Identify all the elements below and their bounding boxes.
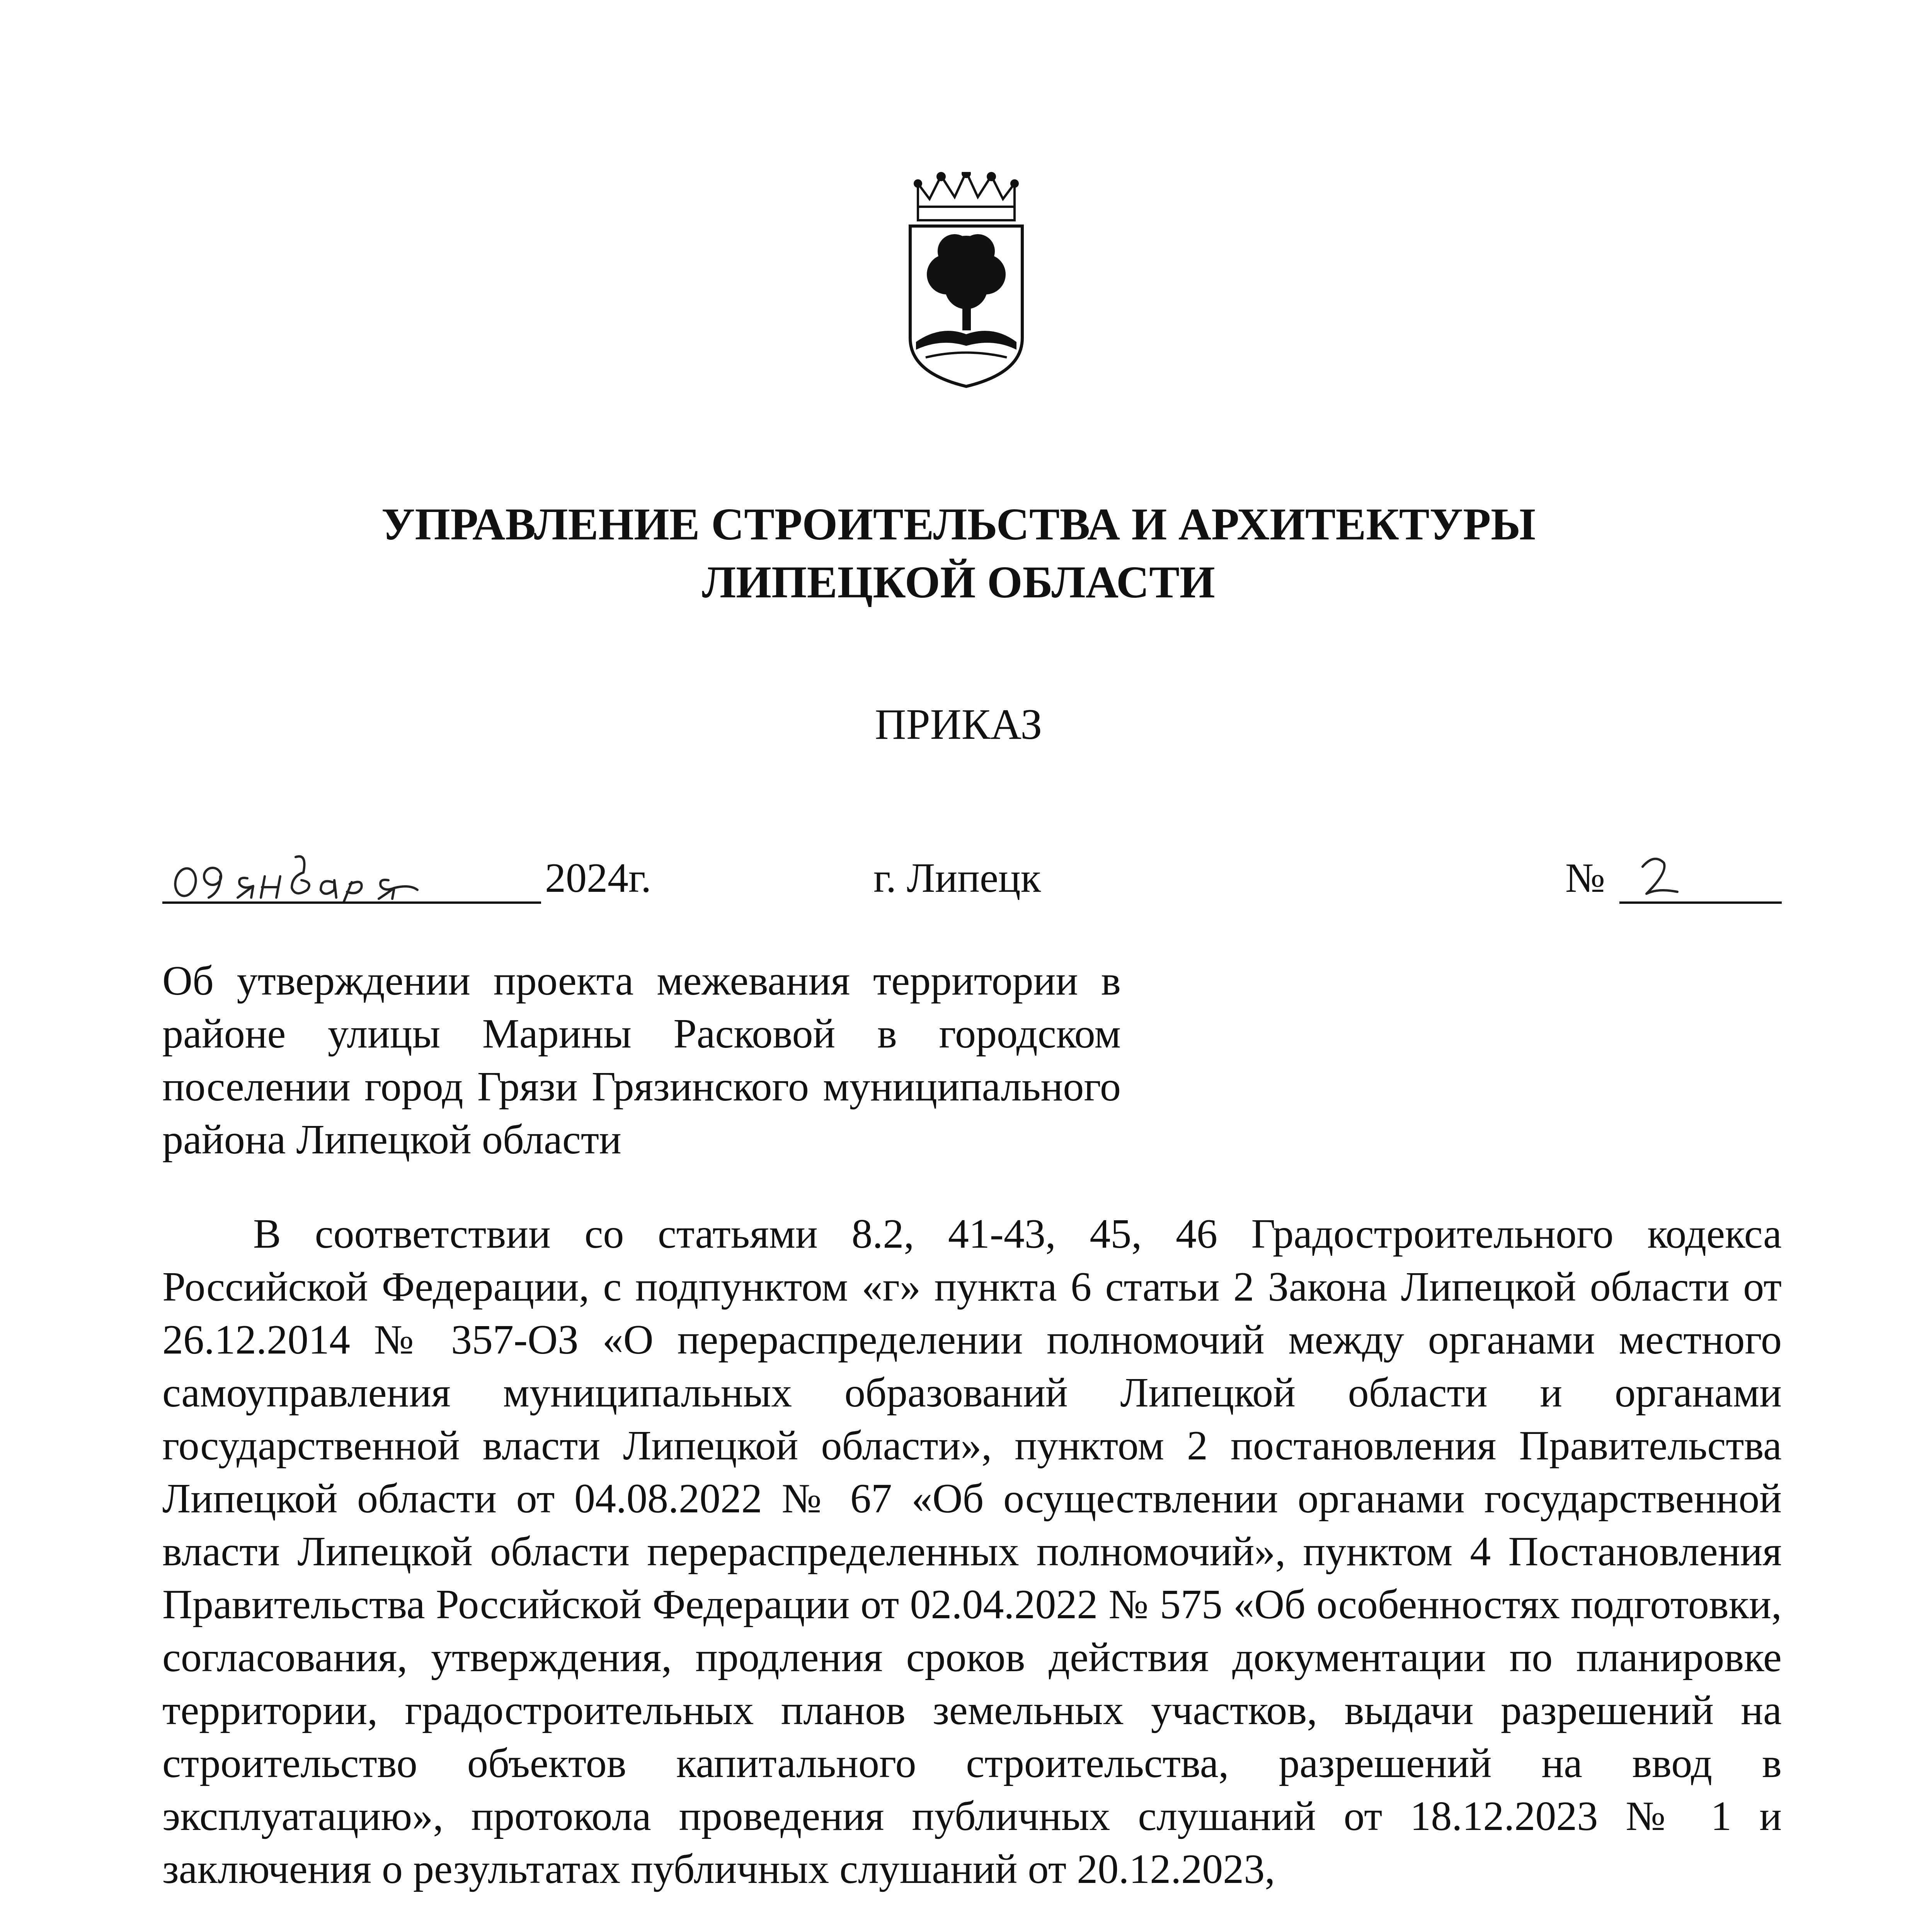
document-year: 2024г. [545, 855, 652, 901]
document-type-title: ПРИКАЗ [875, 701, 1042, 748]
organization-name-line1: УПРАВЛЕНИЕ СТРОИТЕЛЬСТВА И АРХИТЕКТУРЫ [381, 499, 1536, 549]
preamble-paragraph: В соответствии со статьями 8.2, 41-43, 45, 46 Градостроительного кодекса Российской Федерации, с подпунктом «г» пункта 6 статьи 2 Закона Липецкой области от 26.12.2014 № 357-ОЗ «О перераспределении полномочий между органами местного самоуправления муниципальных образований Липецкой области и органами государственной власти Липецкой области», пунктом 2 постановления Правительства Липецкой области от 04.08.2022 № 67 «Об осуществлении органами государственной власти Липецкой области перераспределенных полномочий», пунктом 4 Постановления Правительства Российской Федерации от 02.04.2022 № 575 «Об особенностях подготовки, согласования, утверждения, продления сроков действия документации по планировке территории, градостроительных планов земельных участков, выдачи разрешений на строительство объектов капитального строительства, разрешений на ввод в эксплуатацию», протокола проведения публичных слушаний от 18.12.2023 № 1 и заключения о результатах публичных слушаний от 20.12.2023, [162, 1211, 1782, 1892]
date-number-row [0, 845, 1917, 923]
handwritten-number-field [1619, 845, 1782, 904]
document-subject: Об утверждении проекта межевания территории в районе улицы Марины Расковой в городском поселении город Грязи Грязинского муниципального района Липецкой области [162, 958, 1121, 1163]
organization-name-line2: ЛИПЕЦКОЙ ОБЛАСТИ [702, 557, 1215, 607]
handwritten-date-field [162, 845, 541, 904]
document-number-label: № [1565, 855, 1605, 901]
document-city: г. Липецк [873, 855, 1041, 901]
coat-of-arms-emblem [902, 172, 1030, 388]
handwritten-number-signature [1619, 845, 1782, 901]
handwritten-date-signature [162, 845, 541, 901]
